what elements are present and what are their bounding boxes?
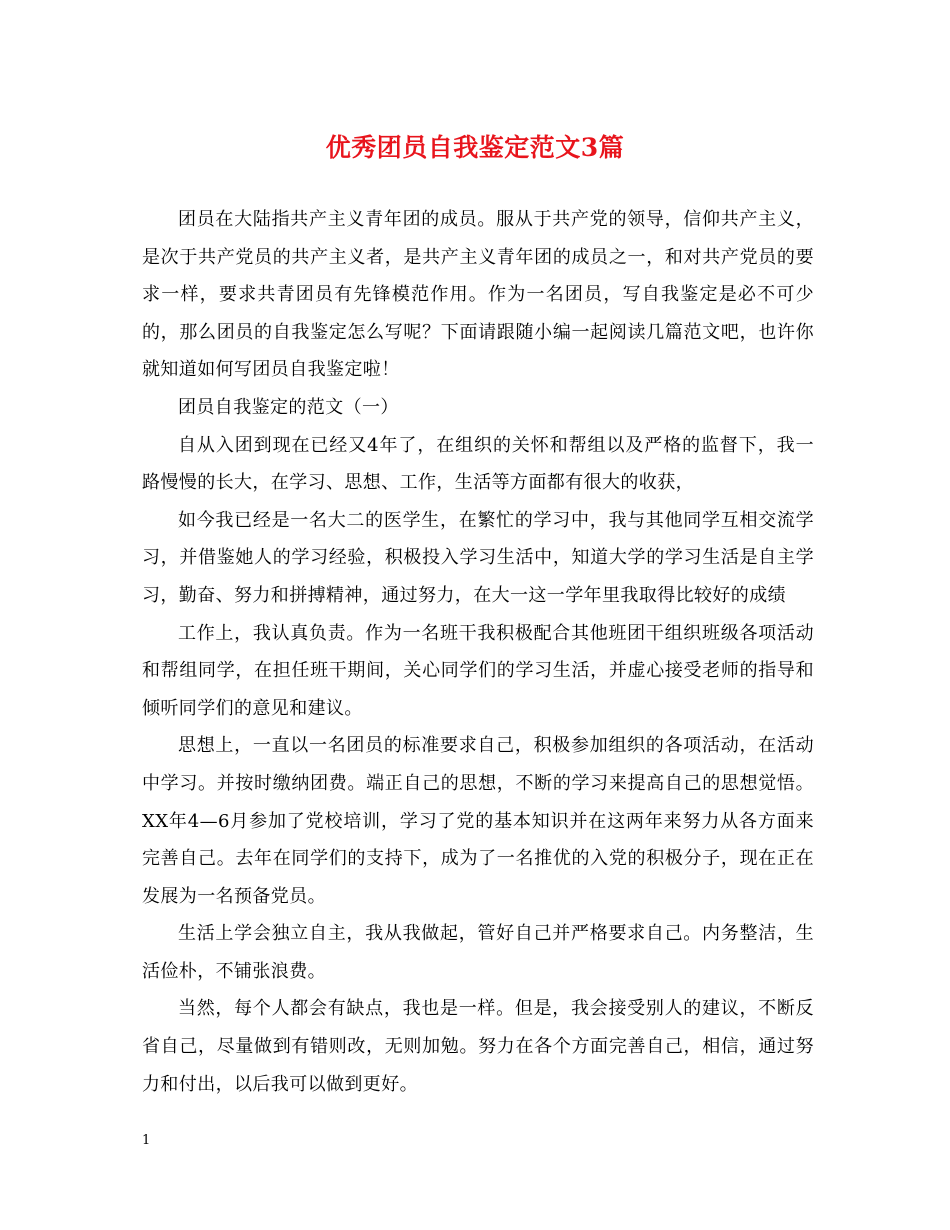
document-title: 优秀团员自我鉴定范文3篇 bbox=[325, 133, 625, 162]
section-heading: 团员自我鉴定的范文（一） bbox=[178, 396, 399, 418]
body-paragraph: 自从入团到现在已经又4年了，在组织的关怀和帮组以及严格的监督下，我一路慢慢的长大，在学习、思想、工作，生活等方面都有很大的收获， bbox=[142, 434, 814, 494]
body-paragraph: 工作上，我认真负责。作为一名班干我积极配合其他班团干组织班级各项活动和帮组同学，在担任班干期间，关心同学们的学习生活，并虚心接受老师的指导和倾听同学们的意见和建议。 bbox=[142, 622, 814, 719]
body-paragraph: 如今我已经是一名大二的医学生，在繁忙的学习中，我与其他同学互相交流学习，并借鉴她人的学习经验，积极投入学习生活中，知道大学的学习生活是自主学习，勤奋、努力和拼搏精神，通过努力，在大一这一学年里我取得比较好的成绩 bbox=[142, 509, 814, 606]
body-paragraph: 生活上学会独立自主，我从我做起，管好自己并严格要求自己。内务整洁，生活俭朴，不铺张浪费。 bbox=[142, 923, 814, 982]
intro-paragraph: 团员在大陆指共产主义青年团的成员。服从于共产党的领导，信仰共产主义，是次于共产党员的共产主义者，是共产主义青年团的成员之一，和对共产党员的要求一样，要求共青团员有先锋模范作用。作为一名团员，写自我鉴定是必不可少的，那么团员的自我鉴定怎么写呢？下面请跟随小编一起阅读几篇范文吧，也许你就知道如何写团员自我鉴定啦！ bbox=[142, 209, 814, 381]
body-paragraph: 思想上，一直以一名团员的标准要求自己，积极参加组织的各项活动，在活动中学习。并按时缴纳团费。端正自己的思想，不断的学习来提高自己的思想觉悟。XX年4—6月参加了党校培训，学习了党的基本知识并在这两年来努力从各方面来完善自己。去年在同学们的支持下，成为了一名推优的入党的积极分子，现在正在发展为一名预备党员。 bbox=[142, 735, 814, 907]
page-number: 1 bbox=[142, 1133, 151, 1148]
document-body bbox=[142, 201, 814, 1103]
body-paragraph: 当然，每个人都会有缺点，我也是一样。但是，我会接受别人的建议，不断反省自己，尽量做到有错则改，无则加勉。努力在各个方面完善自己，相信，通过努力和付出，以后我可以做到更好。 bbox=[142, 998, 814, 1095]
